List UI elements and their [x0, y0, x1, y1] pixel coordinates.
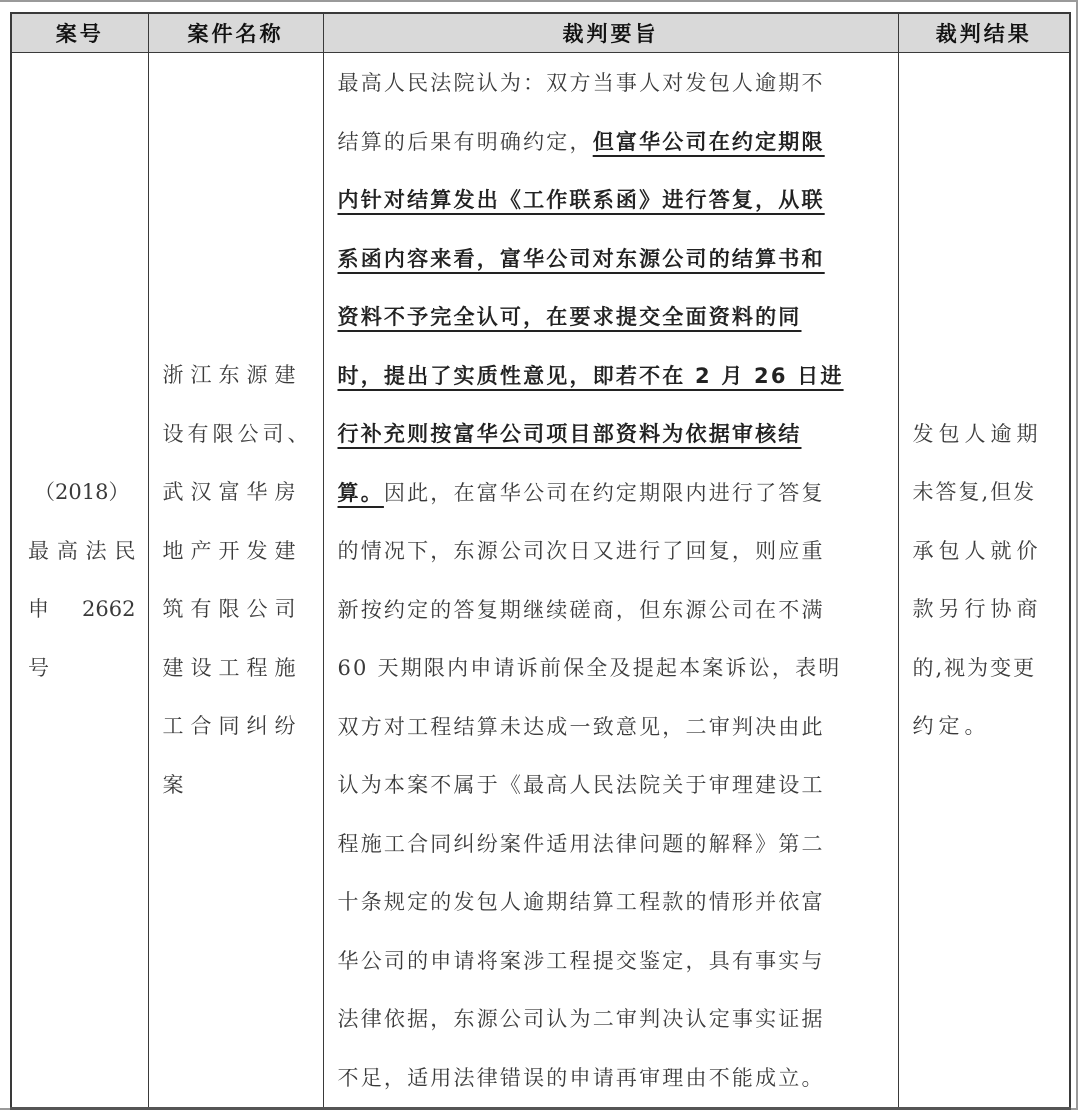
result-line: 约定。: [912, 714, 991, 738]
plain-text: 因此，在富华公司在约定期限内进行了答复: [383, 480, 825, 505]
holding-line: [338, 464, 888, 523]
case-name-line: 案: [162, 772, 191, 797]
plain-text: 十条规定的发包人逾期结算工程款的情形并依富: [337, 890, 825, 914]
plain-text: 认为本案不属于《最高人民法院关于审理建设工: [337, 773, 825, 797]
result-line: 款另行协商: [912, 597, 1043, 621]
result-line: 承包人就价: [912, 538, 1043, 563]
table-row: [11, 53, 1070, 1109]
header-holding: 裁判要旨: [323, 13, 898, 53]
emphasized-text: 但富华公司在约定期限: [592, 129, 825, 154]
holding-line: [338, 581, 888, 640]
case-number-line: 最高法民: [28, 538, 136, 563]
holding-line: [338, 171, 888, 230]
holding-line: [338, 698, 888, 757]
case-number-line: 申 2662: [28, 597, 136, 621]
case-table: [10, 12, 1071, 1110]
emphasized-text: 算。: [337, 480, 384, 505]
header-row: [11, 13, 1070, 53]
plain-text: 60 天期限内申请诉前保全及提起本案诉讼，表明: [337, 656, 842, 680]
holding-line: [338, 873, 888, 932]
holding-line: [338, 54, 888, 113]
emphasized-text: 资料不予完全认可，在要求提交全面资料的同: [337, 305, 802, 329]
plain-text: 双方对工程结算未达成一致意见，二审判决由此: [337, 714, 825, 739]
holding-line: [338, 347, 888, 406]
case-name-line: 武汉富华房: [162, 480, 303, 504]
holding-line: [338, 990, 888, 1049]
case-name-line: 地产开发建: [162, 538, 303, 563]
holding-line: [338, 288, 888, 347]
case-name-line: 浙江东源建: [162, 363, 303, 387]
plain-text: 的情况下，东源公司次日又进行了回复，则应重: [337, 539, 825, 563]
holding-line: [338, 405, 888, 464]
case-name-line: 建设工程施: [162, 655, 303, 680]
header-result: 裁判结果: [898, 13, 1070, 53]
holding-line: [338, 639, 888, 698]
holding-line: [338, 815, 888, 874]
plain-text: 新按约定的答复期继续磋商，但东源公司在不满: [337, 597, 825, 622]
holding-cell: [323, 53, 898, 1109]
result-cell: [898, 53, 1070, 1109]
case-name-line: 筑有限公司: [162, 597, 303, 621]
case-name-line: 工合同纠纷: [162, 714, 303, 738]
holding-line: [338, 522, 888, 581]
case-name-line: 设有限公司、: [162, 421, 313, 446]
case-number-cell: [11, 53, 148, 1109]
case-number-line: 号: [28, 655, 49, 680]
holding-line: [338, 932, 888, 991]
plain-text: 程施工合同纠纷案件适用法律问题的解释》第二: [337, 831, 825, 856]
emphasized-text: 行补充则按富华公司项目部资料为依据审核结: [337, 422, 802, 446]
holding-line: [338, 756, 888, 815]
plain-text: 法律依据，东源公司认为二审判决认定事实证据: [337, 1007, 825, 1031]
plain-text: 华公司的申请将案涉工程提交鉴定，具有事实与: [337, 948, 825, 973]
header-case-name: 案件名称: [148, 13, 323, 53]
case-number-line: （2018）: [34, 480, 130, 504]
holding-line: [338, 230, 888, 289]
plain-text: 结算的后果有明确约定，: [337, 129, 593, 154]
case-name-cell: [148, 53, 323, 1109]
result-line: 发包人逾期: [912, 421, 1043, 446]
result-line: 未答复,但发: [912, 480, 1037, 504]
plain-text: 最高人民法院认为：双方当事人对发包人逾期不: [337, 71, 825, 95]
emphasized-text: 内针对结算发出《工作联系函》进行答复，从联: [337, 188, 825, 212]
header-case-number: 案号: [11, 13, 148, 53]
plain-text: 不足，适用法律错误的申请再审理由不能成立。: [337, 1065, 825, 1090]
emphasized-text: 时，提出了实质性意见，即若不在 2 月 26 日进: [337, 363, 844, 388]
emphasized-text: 系函内容来看，富华公司对东源公司的结算书和: [337, 246, 825, 271]
holding-line: [338, 1049, 888, 1108]
holding-text: [338, 53, 888, 1107]
holding-line: [338, 113, 888, 172]
result-line: 的,视为变更: [912, 655, 1037, 680]
